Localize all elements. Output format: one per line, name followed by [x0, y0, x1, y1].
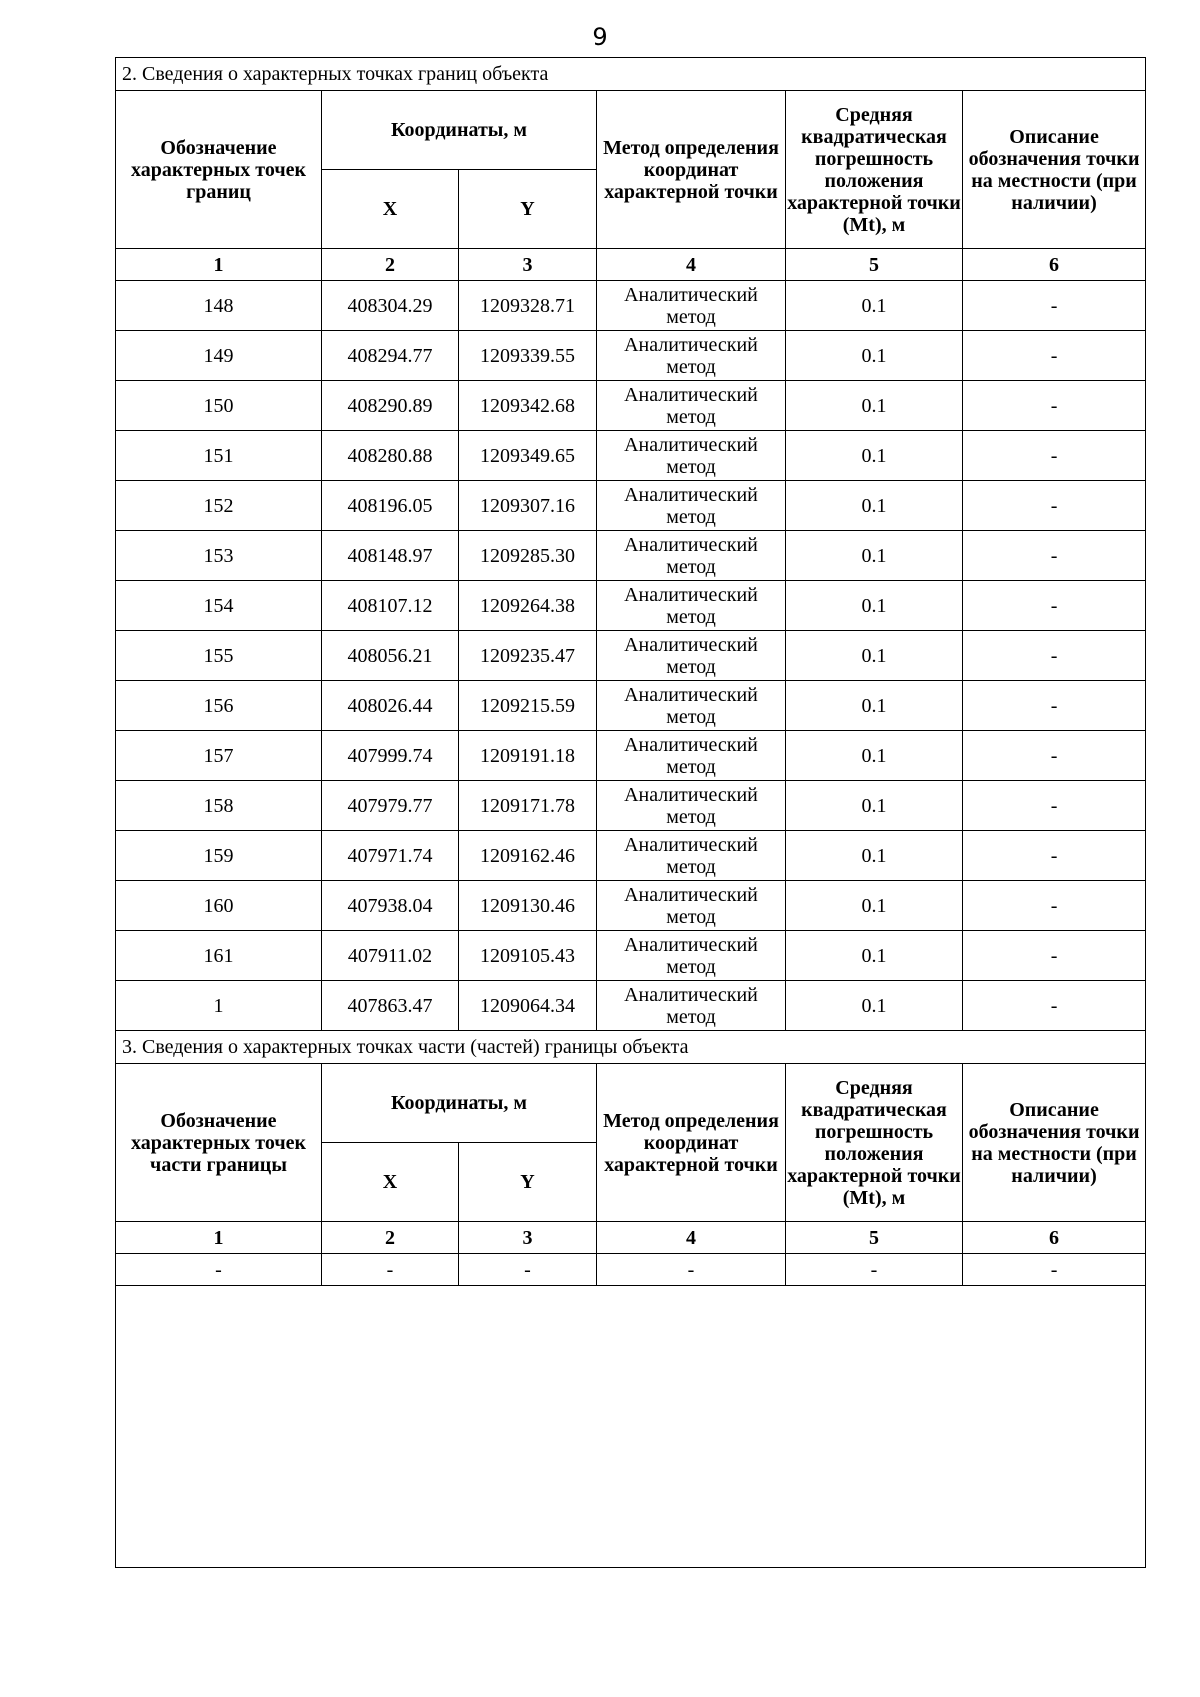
- section3-y-cell: -: [459, 1254, 597, 1286]
- column-number: 3: [459, 249, 597, 281]
- method-line-2: метод: [666, 405, 716, 428]
- section3-title: 3. Сведения о характерных точках части (частей) границы объекта: [116, 1031, 1146, 1064]
- x-cell: 408294.77: [322, 331, 459, 381]
- section2-table-row: [116, 481, 1146, 531]
- column-number: 5: [786, 249, 963, 281]
- y-cell: 1209191.18: [459, 731, 597, 781]
- section2-table-row: [116, 831, 1146, 881]
- section3-point-cell: -: [116, 1254, 322, 1286]
- method-cell: [597, 531, 786, 581]
- description-cell: -: [963, 931, 1146, 981]
- point-cell: 160: [116, 881, 322, 931]
- method-cell: [597, 731, 786, 781]
- x-cell: 407938.04: [322, 881, 459, 931]
- x-cell: 407911.02: [322, 931, 459, 981]
- section3-error-cell: -: [786, 1254, 963, 1286]
- column-number: 4: [597, 1222, 786, 1254]
- section2-header-method: Метод определения координат характерной точки: [597, 91, 786, 249]
- point-cell: 151: [116, 431, 322, 481]
- error-cell: 0.1: [786, 931, 963, 981]
- y-cell: 1209342.68: [459, 381, 597, 431]
- method-cell: [597, 831, 786, 881]
- error-cell: 0.1: [786, 681, 963, 731]
- empty-area-row: [116, 1286, 1146, 1568]
- method-line-2: метод: [666, 705, 716, 728]
- description-cell: -: [963, 831, 1146, 881]
- point-cell: 155: [116, 631, 322, 681]
- method-cell: [597, 331, 786, 381]
- column-number: 2: [322, 249, 459, 281]
- method-line-2: метод: [666, 555, 716, 578]
- method-line-1: Аналитический: [624, 883, 758, 906]
- section3-description-cell: -: [963, 1254, 1146, 1286]
- error-cell: 0.1: [786, 431, 963, 481]
- method-cell: [597, 581, 786, 631]
- method-cell: [597, 881, 786, 931]
- section3-column-numbers: [116, 1222, 1146, 1254]
- point-cell: 157: [116, 731, 322, 781]
- method-line-1: Аналитический: [624, 733, 758, 756]
- section3-header-y: Y: [459, 1143, 597, 1222]
- page-number: 9: [592, 23, 608, 51]
- method-line-2: метод: [666, 355, 716, 378]
- description-cell: -: [963, 481, 1146, 531]
- column-number: 6: [963, 1222, 1146, 1254]
- description-cell: -: [963, 881, 1146, 931]
- x-cell: 407999.74: [322, 731, 459, 781]
- y-cell: 1209105.43: [459, 931, 597, 981]
- point-cell: 150: [116, 381, 322, 431]
- method-line-2: метод: [666, 505, 716, 528]
- method-line-1: Аналитический: [624, 683, 758, 706]
- point-cell: 1: [116, 981, 322, 1031]
- method-cell: [597, 681, 786, 731]
- y-cell: 1209307.16: [459, 481, 597, 531]
- method-line-1: Аналитический: [624, 283, 758, 306]
- method-line-2: метод: [666, 755, 716, 778]
- description-cell: -: [963, 681, 1146, 731]
- y-cell: 1209339.55: [459, 331, 597, 381]
- x-cell: 407863.47: [322, 981, 459, 1031]
- section2-table-row: [116, 581, 1146, 631]
- method-cell: [597, 981, 786, 1031]
- description-cell: -: [963, 581, 1146, 631]
- method-line-1: Аналитический: [624, 383, 758, 406]
- section2-title-row: [116, 58, 1146, 91]
- section2-header-y: Y: [459, 170, 597, 249]
- error-cell: 0.1: [786, 781, 963, 831]
- method-line-2: метод: [666, 855, 716, 878]
- y-cell: 1209235.47: [459, 631, 597, 681]
- column-number: 4: [597, 249, 786, 281]
- method-cell: [597, 931, 786, 981]
- method-line-1: Аналитический: [624, 533, 758, 556]
- method-line-2: метод: [666, 905, 716, 928]
- column-number: 6: [963, 249, 1146, 281]
- error-cell: 0.1: [786, 881, 963, 931]
- error-cell: 0.1: [786, 281, 963, 331]
- method-line-1: Аналитический: [624, 833, 758, 856]
- section2-header-description: Описание обозначения точки на местности (при наличии): [963, 91, 1146, 249]
- point-cell: 158: [116, 781, 322, 831]
- section2-title: 2. Сведения о характерных точках границ объекта: [116, 58, 1146, 91]
- section2-table-row: [116, 881, 1146, 931]
- description-cell: -: [963, 531, 1146, 581]
- method-line-2: метод: [666, 655, 716, 678]
- error-cell: 0.1: [786, 481, 963, 531]
- y-cell: 1209162.46: [459, 831, 597, 881]
- method-line-1: Аналитический: [624, 333, 758, 356]
- method-line-1: Аналитический: [624, 983, 758, 1006]
- y-cell: 1209064.34: [459, 981, 597, 1031]
- method-cell: [597, 431, 786, 481]
- point-cell: 154: [116, 581, 322, 631]
- section3-header-row-1: [116, 1064, 1146, 1143]
- x-cell: 408280.88: [322, 431, 459, 481]
- section2-table-row: [116, 631, 1146, 681]
- section2-table-row: [116, 731, 1146, 781]
- method-line-1: Аналитический: [624, 933, 758, 956]
- column-number: 5: [786, 1222, 963, 1254]
- error-cell: 0.1: [786, 831, 963, 881]
- section2-table-row: [116, 281, 1146, 331]
- section3-header-method: Метод определения координат характерной точки: [597, 1064, 786, 1222]
- method-line-1: Аналитический: [624, 433, 758, 456]
- error-cell: 0.1: [786, 631, 963, 681]
- x-cell: 407971.74: [322, 831, 459, 881]
- x-cell: 408056.21: [322, 631, 459, 681]
- method-cell: [597, 481, 786, 531]
- method-line-1: Аналитический: [624, 483, 758, 506]
- section3-method-cell: -: [597, 1254, 786, 1286]
- point-cell: 159: [116, 831, 322, 881]
- section3-header-error: Средняя квадратическая погрешность положения характерной точки (Mt), м: [786, 1064, 963, 1222]
- section3-x-cell: -: [322, 1254, 459, 1286]
- error-cell: 0.1: [786, 581, 963, 631]
- y-cell: 1209349.65: [459, 431, 597, 481]
- method-line-2: метод: [666, 455, 716, 478]
- error-cell: 0.1: [786, 981, 963, 1031]
- column-number: 3: [459, 1222, 597, 1254]
- section3-table-row: [116, 1254, 1146, 1286]
- section2-column-numbers: [116, 249, 1146, 281]
- description-cell: -: [963, 381, 1146, 431]
- method-line-2: метод: [666, 955, 716, 978]
- empty-area: [116, 1286, 1146, 1568]
- column-number: 2: [322, 1222, 459, 1254]
- section3-title-row: [116, 1031, 1146, 1064]
- x-cell: 408196.05: [322, 481, 459, 531]
- section2-table-row: [116, 931, 1146, 981]
- x-cell: 408304.29: [322, 281, 459, 331]
- section2-header-row-1: [116, 91, 1146, 170]
- section3-header-x: X: [322, 1143, 459, 1222]
- y-cell: 1209130.46: [459, 881, 597, 931]
- x-cell: 408107.12: [322, 581, 459, 631]
- section2-table-row: [116, 781, 1146, 831]
- section2-table-row: [116, 681, 1146, 731]
- section2-header-error: Средняя квадратическая погрешность положения характерной точки (Mt), м: [786, 91, 963, 249]
- section3-header-description: Описание обозначения точки на местности (при наличии): [963, 1064, 1146, 1222]
- error-cell: 0.1: [786, 731, 963, 781]
- error-cell: 0.1: [786, 531, 963, 581]
- description-cell: -: [963, 281, 1146, 331]
- error-cell: 0.1: [786, 381, 963, 431]
- description-cell: -: [963, 631, 1146, 681]
- y-cell: 1209171.78: [459, 781, 597, 831]
- section2-table-row: [116, 381, 1146, 431]
- x-cell: 408026.44: [322, 681, 459, 731]
- section2-table-row: [116, 431, 1146, 481]
- point-cell: 153: [116, 531, 322, 581]
- y-cell: 1209328.71: [459, 281, 597, 331]
- y-cell: 1209285.30: [459, 531, 597, 581]
- section2-table-row: [116, 331, 1146, 381]
- method-cell: [597, 631, 786, 681]
- section2-table-row: [116, 981, 1146, 1031]
- method-line-2: метод: [666, 805, 716, 828]
- method-line-1: Аналитический: [624, 583, 758, 606]
- y-cell: 1209215.59: [459, 681, 597, 731]
- method-line-1: Аналитический: [624, 783, 758, 806]
- method-cell: [597, 281, 786, 331]
- x-cell: 408290.89: [322, 381, 459, 431]
- description-cell: -: [963, 981, 1146, 1031]
- method-line-1: Аналитический: [624, 633, 758, 656]
- point-cell: 161: [116, 931, 322, 981]
- point-cell: 156: [116, 681, 322, 731]
- column-number: 1: [116, 1222, 322, 1254]
- x-cell: 407979.77: [322, 781, 459, 831]
- point-cell: 149: [116, 331, 322, 381]
- method-line-2: метод: [666, 305, 716, 328]
- x-cell: 408148.97: [322, 531, 459, 581]
- y-cell: 1209264.38: [459, 581, 597, 631]
- method-line-2: метод: [666, 605, 716, 628]
- section2-header-point: Обозначение характерных точек границ: [116, 91, 322, 249]
- point-cell: 152: [116, 481, 322, 531]
- column-number: 1: [116, 249, 322, 281]
- description-cell: -: [963, 431, 1146, 481]
- section2-header-x: X: [322, 170, 459, 249]
- method-cell: [597, 381, 786, 431]
- section3-header-point: Обозначение характерных точек части границы: [116, 1064, 322, 1222]
- method-cell: [597, 781, 786, 831]
- description-cell: -: [963, 731, 1146, 781]
- description-cell: -: [963, 781, 1146, 831]
- coordinates-document-table: [115, 57, 1146, 1568]
- description-cell: -: [963, 331, 1146, 381]
- section2-header-coords: Координаты, м: [322, 91, 597, 170]
- section3-header-coords: Координаты, м: [322, 1064, 597, 1143]
- point-cell: 148: [116, 281, 322, 331]
- method-line-2: метод: [666, 1005, 716, 1028]
- error-cell: 0.1: [786, 331, 963, 381]
- section2-table-row: [116, 531, 1146, 581]
